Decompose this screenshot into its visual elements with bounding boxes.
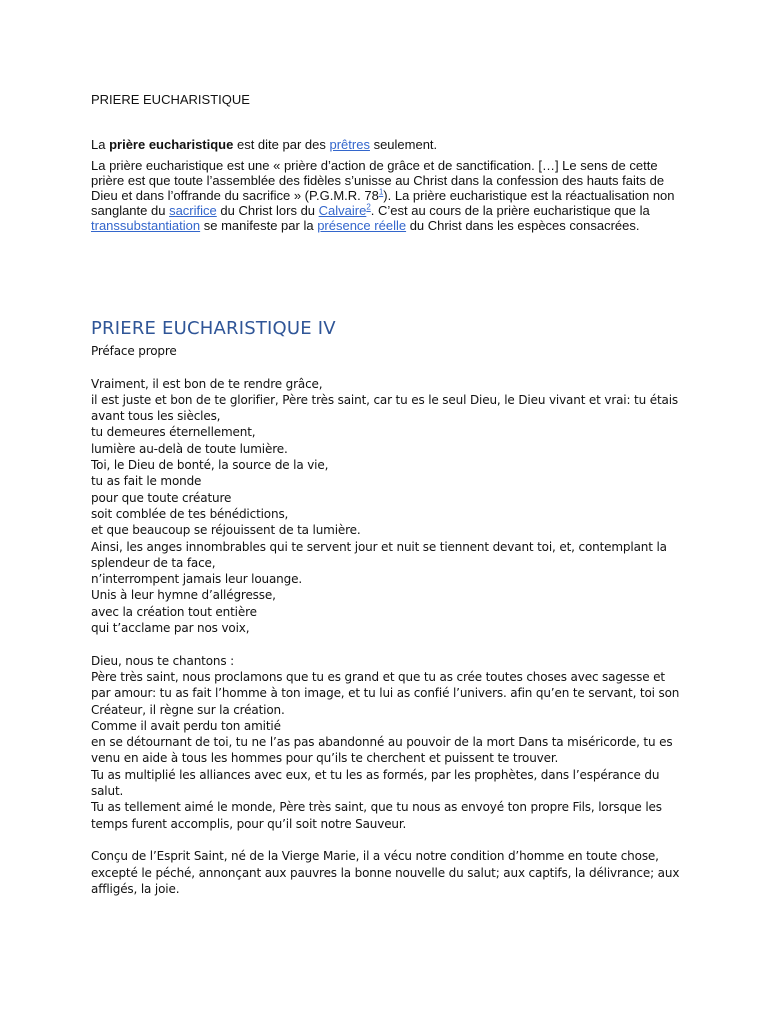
para-text-6: du Christ dans les espèces consacrées. [406,218,640,233]
intro-middle: est dite par des [233,137,330,152]
footnote-2-link[interactable]: 2 [366,202,371,212]
link-pretres[interactable]: prêtres [329,137,370,152]
link-calvaire[interactable]: Calvaire [318,203,367,218]
prayer-line: tu as fait le monde [91,474,202,489]
para-text-5: se manifeste par la [200,218,318,233]
prayer-line: lumière au-delà de toute lumière. [91,441,288,456]
prayer-line: Vraiment, il est bon de te rendre grâce, [91,376,323,391]
section-heading: PRIERE EUCHARISTIQUE IV [91,318,336,339]
blank-line [91,636,681,652]
intro-sentence [91,137,437,152]
para-text-4: . C’est au cours de la prière eucharistique que la [370,203,650,218]
prayer-text [91,343,681,897]
preface-label: Préface propre [91,344,177,358]
prayer-line: Toi, le Dieu de bonté, la source de la vie, [91,458,329,473]
blank-line [91,359,681,375]
prayer-line: n’interrompent jamais leur louange. [91,572,303,587]
blank-line [91,832,681,848]
para-text-3: du Christ lors du [216,203,319,218]
prayer-line: tu demeures éternellement, [91,425,256,440]
prayer-line: Tu as tellement aimé le monde, Père très saint, que tu nous as envoyé ton propre Fils, lorsque les temps furent accomplis, pour qu’il soit notre Sauveur. [91,800,662,831]
prayer-line: et que beaucoup se réjouissent de ta lumière. [91,523,361,538]
prayer-line: Dieu, nous te chantons : [91,653,235,668]
prayer-line: Père très saint, nous proclamons que tu es grand et que tu as crée toutes choses avec sagesse et par amour: tu as fait l’homme à ton image, et tu lui as confié l’univers. afin qu’en te servant, toi son Créateur, il règne sur la création. [91,669,680,717]
prayer-line: qui t’acclame par nos voix, [91,621,250,636]
document-title: PRIERE EUCHARISTIQUE [91,92,250,107]
link-sacrifice[interactable]: sacrifice [169,203,217,218]
prayer-line: pour que toute créature [91,490,232,505]
prayer-line: il est juste et bon de te glorifier, Père très saint, car tu es le seul Dieu, le Dieu vivant et vrai: tu étais avant tous les siècles, [91,392,678,424]
para-text-2: ). La prière eucharistique est la réactualisation non sanglante du [91,188,675,218]
prayer-line: Ainsi, les anges innombrables qui te servent jour et nuit se tiennent devant toi, et, contemplant la splendeur de ta face, [91,539,667,570]
prayer-line: Unis à leur hymne d’allégresse, [91,588,276,603]
intro-bold-term: prière eucharistique [109,137,234,152]
definition-paragraph [91,158,681,233]
prayer-line: Conçu de l’Esprit Saint, né de la Vierge Marie, il a vécu notre condition d’homme en toute chose, excepté le péché, annonçant aux pauvres la bonne nouvelle du salut; aux captifs, la délivrance; aux affligés, la joie. [91,849,680,896]
prayer-line: soit comblée de tes bénédictions, [91,506,289,521]
link-transsubstantiation[interactable]: transsubstantiation [91,218,201,233]
prayer-line: avec la création tout entière [91,604,257,619]
intro-prefix: La [91,137,110,152]
footnote-1-link[interactable]: 1 [378,187,384,197]
prayer-line: en se détournant de toi, tu ne l’as pas abandonné au pouvoir de la mort Dans ta miséricorde, tu es venu en aide à tous les hommes pour qu’ils te cherchent et puissent te trouver. [91,735,673,766]
prayer-line: Comme il avait perdu ton amitié [91,718,281,733]
para-text-1: La prière eucharistique est une « prière d’action de grâce et de sanctification. […] Le sens de cette prière est que toute l’assemblée des fidèles s’unisse au Christ dans la confession des hauts faits de Dieu et dans l’offrande du sacrifice » (P.G.M.R. 78 [91,158,665,203]
link-presence-reelle[interactable]: présence réelle [317,218,407,233]
prayer-line: Tu as multiplié les alliances avec eux, et tu les as formés, par les prophètes, dans l’espérance du salut. [91,767,660,799]
intro-suffix: seulement. [369,137,438,152]
